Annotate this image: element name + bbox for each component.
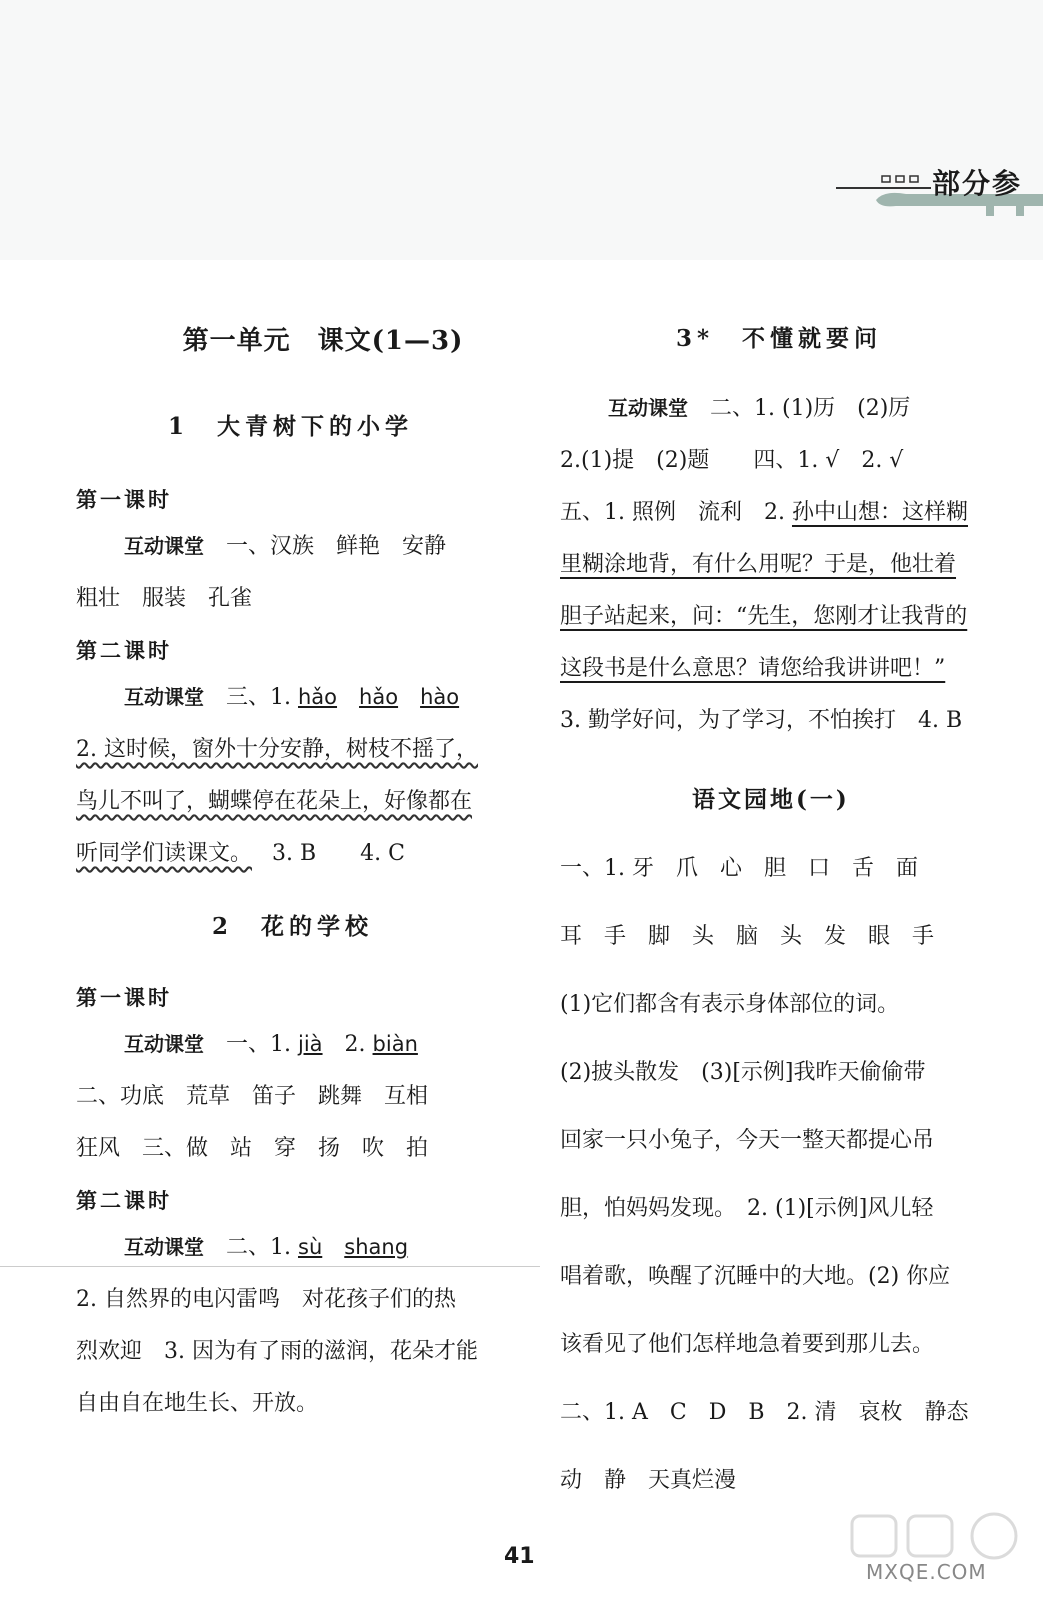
- lesson-3-line-4: [560, 539, 990, 591]
- lesson-1-session-1-title: 第一课时: [76, 487, 172, 512]
- answer-text: 五、1. 照例 流利 2.: [560, 500, 785, 525]
- lesson-3-line-5: [560, 591, 990, 643]
- lesson-1-session-2-line-1: [76, 671, 506, 724]
- watermark-text: MXQE.COM: [866, 1560, 987, 1584]
- garden-line-3: (1)它们都含有表示身体部位的词。: [560, 992, 900, 1017]
- wavy-underlined-text: 鸟儿不叫了，蝴蝶停在花朵上，好像都在: [76, 789, 473, 814]
- lesson-3-title: 3* 不懂就要问: [676, 325, 883, 352]
- lesson-2-session-1-title: 第一课时: [76, 985, 172, 1010]
- wavy-underlined-text: 2. 这时候，窗外十分安静，树枝不摇了，: [76, 737, 478, 762]
- lesson-1-session-2-title: 第二课时: [76, 638, 172, 663]
- garden-line-1: 一、1. 牙 爪 心 胆 口 舌 面: [560, 856, 918, 881]
- lesson-2-session-2-line-2: 2. 自然界的电闪雷鸣 对花孩子们的热: [76, 1287, 456, 1312]
- garden-line-8: 该看见了他们怎样地急着要到那儿去。: [560, 1332, 935, 1357]
- garden-line-4: (2)披头散发 (3)[示例]我昨天偷偷带: [560, 1060, 926, 1085]
- lesson-3-line-1: [560, 382, 990, 435]
- lesson-2-session-2-line-4: 自由自在地生长、开放。: [76, 1391, 319, 1416]
- pinyin-answer: shang: [344, 1235, 409, 1259]
- answer-prefix: 二、1.: [226, 1235, 291, 1260]
- garden-line-7: 唱着歌，唤醒了沉睡中的大地。(2) 你应: [560, 1264, 951, 1289]
- underlined-text: 这段书是什么意思？请您给我讲讲吧！”: [560, 656, 946, 681]
- keyword-label: 互动课堂: [124, 1032, 204, 1056]
- keyword-label: 互动课堂: [124, 1235, 204, 1259]
- lesson-1-session-2-line-3: [76, 776, 506, 828]
- pinyin-answer: jià: [298, 1032, 323, 1056]
- header-band: [0, 0, 1043, 260]
- lesson-3-line-3: [560, 487, 990, 539]
- garden-line-10: 动 静 天真烂漫: [560, 1468, 737, 1493]
- underlined-text: 胆子站起来，问：“先生，您刚才让我背的: [560, 604, 968, 629]
- lesson-1-title: 1 大青树下的小学: [168, 413, 414, 440]
- pinyin-answer: sù: [298, 1235, 323, 1259]
- underlined-text: 里糊涂地背，有什么用呢？于是，他壮着: [560, 552, 957, 577]
- answer-text: 二、1. (1)历 (2)厉: [710, 396, 911, 421]
- pinyin-answer: hǎo: [359, 685, 399, 709]
- pinyin-answer: biàn: [372, 1032, 418, 1056]
- answer-prefix: 一、1.: [226, 1032, 291, 1057]
- lesson-2-session-1-line-3: 狂风 三、做 站 穿 扬 吹 拍: [76, 1136, 429, 1161]
- right-column: [560, 320, 990, 1515]
- lesson-1-session-2-line-4: [76, 828, 506, 880]
- scan-artifact-line: [0, 1266, 540, 1267]
- underlined-text: 孙中山想：这样糊: [791, 500, 968, 525]
- answer-text: 3. B 4. C: [272, 841, 405, 866]
- garden-line-2: 耳 手 脚 头 脑 头 发 眼 手: [560, 924, 935, 949]
- header-title: 部分参: [932, 167, 1023, 200]
- keyword-label: 互动课堂: [124, 534, 204, 558]
- lesson-2-session-1-line-1: [76, 1018, 506, 1071]
- garden-line-6: 胆，怕妈妈发现。 2. (1)[示例]风儿轻: [560, 1196, 934, 1221]
- garden-line-5: 回家一只小兔子，今天一整天都提心吊: [560, 1128, 935, 1153]
- garden-title: 语文园地(一): [692, 786, 850, 813]
- page-number: 41: [504, 1544, 535, 1569]
- pinyin-answer: hǎo: [298, 685, 338, 709]
- answer-text: 一、汉族 鲜艳 安静: [226, 534, 447, 559]
- lesson-3-line-6: [560, 643, 990, 695]
- lesson-3-line-7: 3. 勤学好问，为了学习，不怕挨打 4. B: [560, 708, 963, 733]
- garden-line-9: 二、1. A C D B 2. 清 哀枚 静态: [560, 1400, 969, 1425]
- left-column: [76, 320, 506, 1430]
- keyword-label: 互动课堂: [608, 396, 688, 420]
- lesson-1-session-1-line-2: 粗壮 服装 孔雀: [76, 586, 253, 611]
- answer-prefix: 三、1.: [226, 685, 291, 710]
- answer-prefix: 2.: [344, 1032, 366, 1057]
- lesson-3-line-2: 2.(1)提 (2)题 四、1. √ 2. √: [560, 448, 904, 473]
- keyword-label: 互动课堂: [124, 685, 204, 709]
- lesson-2-title: 2 花的学校: [212, 913, 374, 940]
- unit-title: 第一单元 课文(1—3): [182, 326, 464, 356]
- pinyin-answer: hào: [420, 685, 460, 709]
- lesson-2-session-1-line-2: 二、功底 荒草 笛子 跳舞 互相: [76, 1084, 429, 1109]
- lesson-1-session-2-line-2: [76, 724, 506, 776]
- wavy-underlined-text: 听同学们读课文。: [76, 841, 253, 866]
- lesson-2-session-2-title: 第二课时: [76, 1188, 172, 1213]
- lesson-2-session-2-line-3: 烈欢迎 3. 因为有了雨的滋润，花朵才能: [76, 1339, 478, 1364]
- lesson-1-session-1-line-1: [76, 520, 506, 573]
